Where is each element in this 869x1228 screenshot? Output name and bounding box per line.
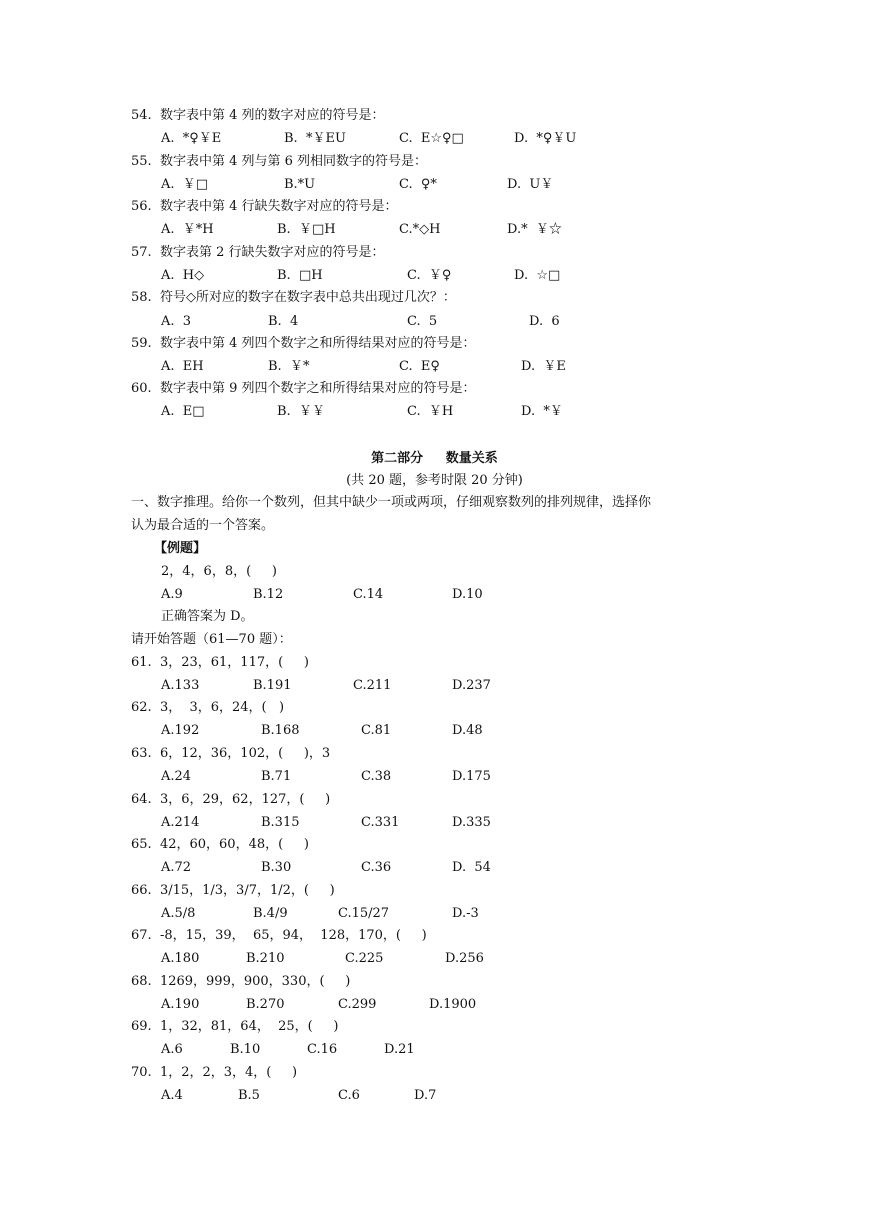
option-b: B. ￥￥ [277,404,325,419]
option-d: D. U￥ [507,177,554,192]
option-d: D.237 [452,678,491,693]
option-b: B.168 [261,723,300,738]
option-d: D. 54 [452,860,491,875]
option-d: D.256 [445,951,484,966]
option-b: B.10 [230,1042,261,1057]
option-c: C.211 [353,678,392,693]
question-text: 67. -8，15，39， 65，94， 128，170，( ) [131,928,427,943]
option-a: A.180 [161,951,200,966]
example-answer: 正确答案为 D。 [161,609,254,624]
question-text: 62. 3， 3，6，24，( ) [131,700,285,715]
option-b: B.315 [261,815,300,830]
instructions-line-2: 认为最合适的一个答案。 [131,518,275,533]
question-text: 58. 符号◇所对应的数字在数字表中总共出现过几次？： [131,290,456,305]
option-a: A.190 [161,997,200,1012]
instructions-line-1: 一、数字推理。给你一个数列，但其中缺少一项或两项，仔细观察数列的排列规律，选择你 [131,495,652,510]
option-b: B. *￥EU [284,131,346,146]
option-b: B.191 [253,678,292,693]
start-instructions: 请开始答题（61—70 题）： [131,632,292,647]
option-a: A.24 [161,769,192,784]
option-c: C. E☆♀□ [399,131,464,146]
option-b: B. □H [277,268,323,283]
option-c: C.225 [345,951,384,966]
option-a: A.5/8 [161,906,196,921]
option-b: B.*U [284,177,316,192]
option-d: D.-3 [452,906,479,921]
question-text: 70. 1，2，2，3，4，( ) [131,1065,298,1080]
option-c: C.299 [338,997,377,1012]
option-c: C. ￥H [407,404,454,419]
question-text: 60. 数字表中第 9 列四个数字之和所得结果对应的符号是： [131,381,476,396]
question-text: 56. 数字表中第 4 行缺失数字对应的符号是： [131,199,398,214]
option-c: C. E♀ [399,359,440,374]
question-text: 68. 1269，999，900，330，( ) [131,974,351,989]
option-d: D. *♀￥U [514,131,577,146]
option-d: D. ￥E [521,359,566,374]
option-d: D. ☆□ [514,268,561,283]
question-text: 54. 数字表中第 4 列的数字对应的符号是： [131,108,385,123]
option-d: D.21 [384,1042,415,1057]
option-b: B.12 [253,587,284,602]
option-c: C.15/27 [338,906,390,921]
option-b: B.30 [261,860,292,875]
option-c: C. ￥♀ [407,268,452,283]
section-subtitle: (共 20 题，参考时限 20 分钟) [346,473,523,488]
option-d: D.48 [452,723,483,738]
example-label: 【例题】 [154,541,207,556]
option-a: A.192 [161,723,200,738]
option-a: A.4 [161,1088,183,1103]
option-c: C. 5 [407,314,438,329]
option-d: D. *￥ [521,404,563,419]
option-d: D.175 [452,769,491,784]
option-c: C.331 [361,815,400,830]
option-b: B.270 [246,997,285,1012]
option-c: C.*◇H [399,222,441,237]
question-text: 57. 数字表第 2 行缺失数字对应的符号是： [131,245,385,260]
option-d: D.335 [452,815,491,830]
option-b: B.5 [238,1088,260,1103]
option-c: C.16 [307,1042,338,1057]
option-b: B. ￥□H [277,222,336,237]
option-a: A. E□ [161,404,205,419]
example-sequence: 2，4，6，8，( ) [161,564,277,579]
option-b: B.4/9 [253,906,288,921]
option-d: D.1900 [429,997,477,1012]
option-a: A. 3 [161,314,192,329]
option-c: C.81 [361,723,392,738]
option-a: A. H◇ [161,268,205,283]
option-a: A.9 [161,587,183,602]
question-text: 66. 3/15，1/3，3/7，1/2，( ) [131,883,335,898]
question-text: 69. 1，32，81，64， 25，( ) [131,1019,339,1034]
section-title: 第二部分 数量关系 [371,451,498,466]
option-d: D.10 [452,587,483,602]
question-text: 61. 3，23，61，117，( ) [131,655,309,670]
option-a: A. ￥*H [161,222,214,237]
option-c: C.38 [361,769,392,784]
option-b: B. ￥* [268,359,310,374]
question-text: 55. 数字表中第 4 列与第 6 列相同数字的符号是： [131,154,428,169]
option-d: D.* ￥☆ [507,222,562,237]
option-c: C. ♀* [399,177,437,192]
option-b: B.210 [246,951,285,966]
option-a: A.133 [161,678,200,693]
option-a: A. *♀￥E [161,131,222,146]
option-a: A.72 [161,860,192,875]
option-c: C.36 [361,860,392,875]
option-a: A. ￥□ [161,177,209,192]
option-d: D.7 [414,1088,437,1103]
option-a: A.214 [161,815,200,830]
question-text: 65. 42，60，60，48，( ) [131,837,309,852]
option-b: B.71 [261,769,292,784]
question-text: 64. 3，6，29，62，127，( ) [131,792,331,807]
option-a: A. EH [161,359,204,374]
option-c: C.6 [338,1088,360,1103]
question-text: 63. 6，12，36，102，( )，3 [131,746,331,761]
option-d: D. 6 [529,314,560,329]
question-text: 59. 数字表中第 4 列四个数字之和所得结果对应的符号是： [131,336,476,351]
option-c: C.14 [353,587,384,602]
option-b: B. 4 [268,314,299,329]
option-a: A.6 [161,1042,183,1057]
